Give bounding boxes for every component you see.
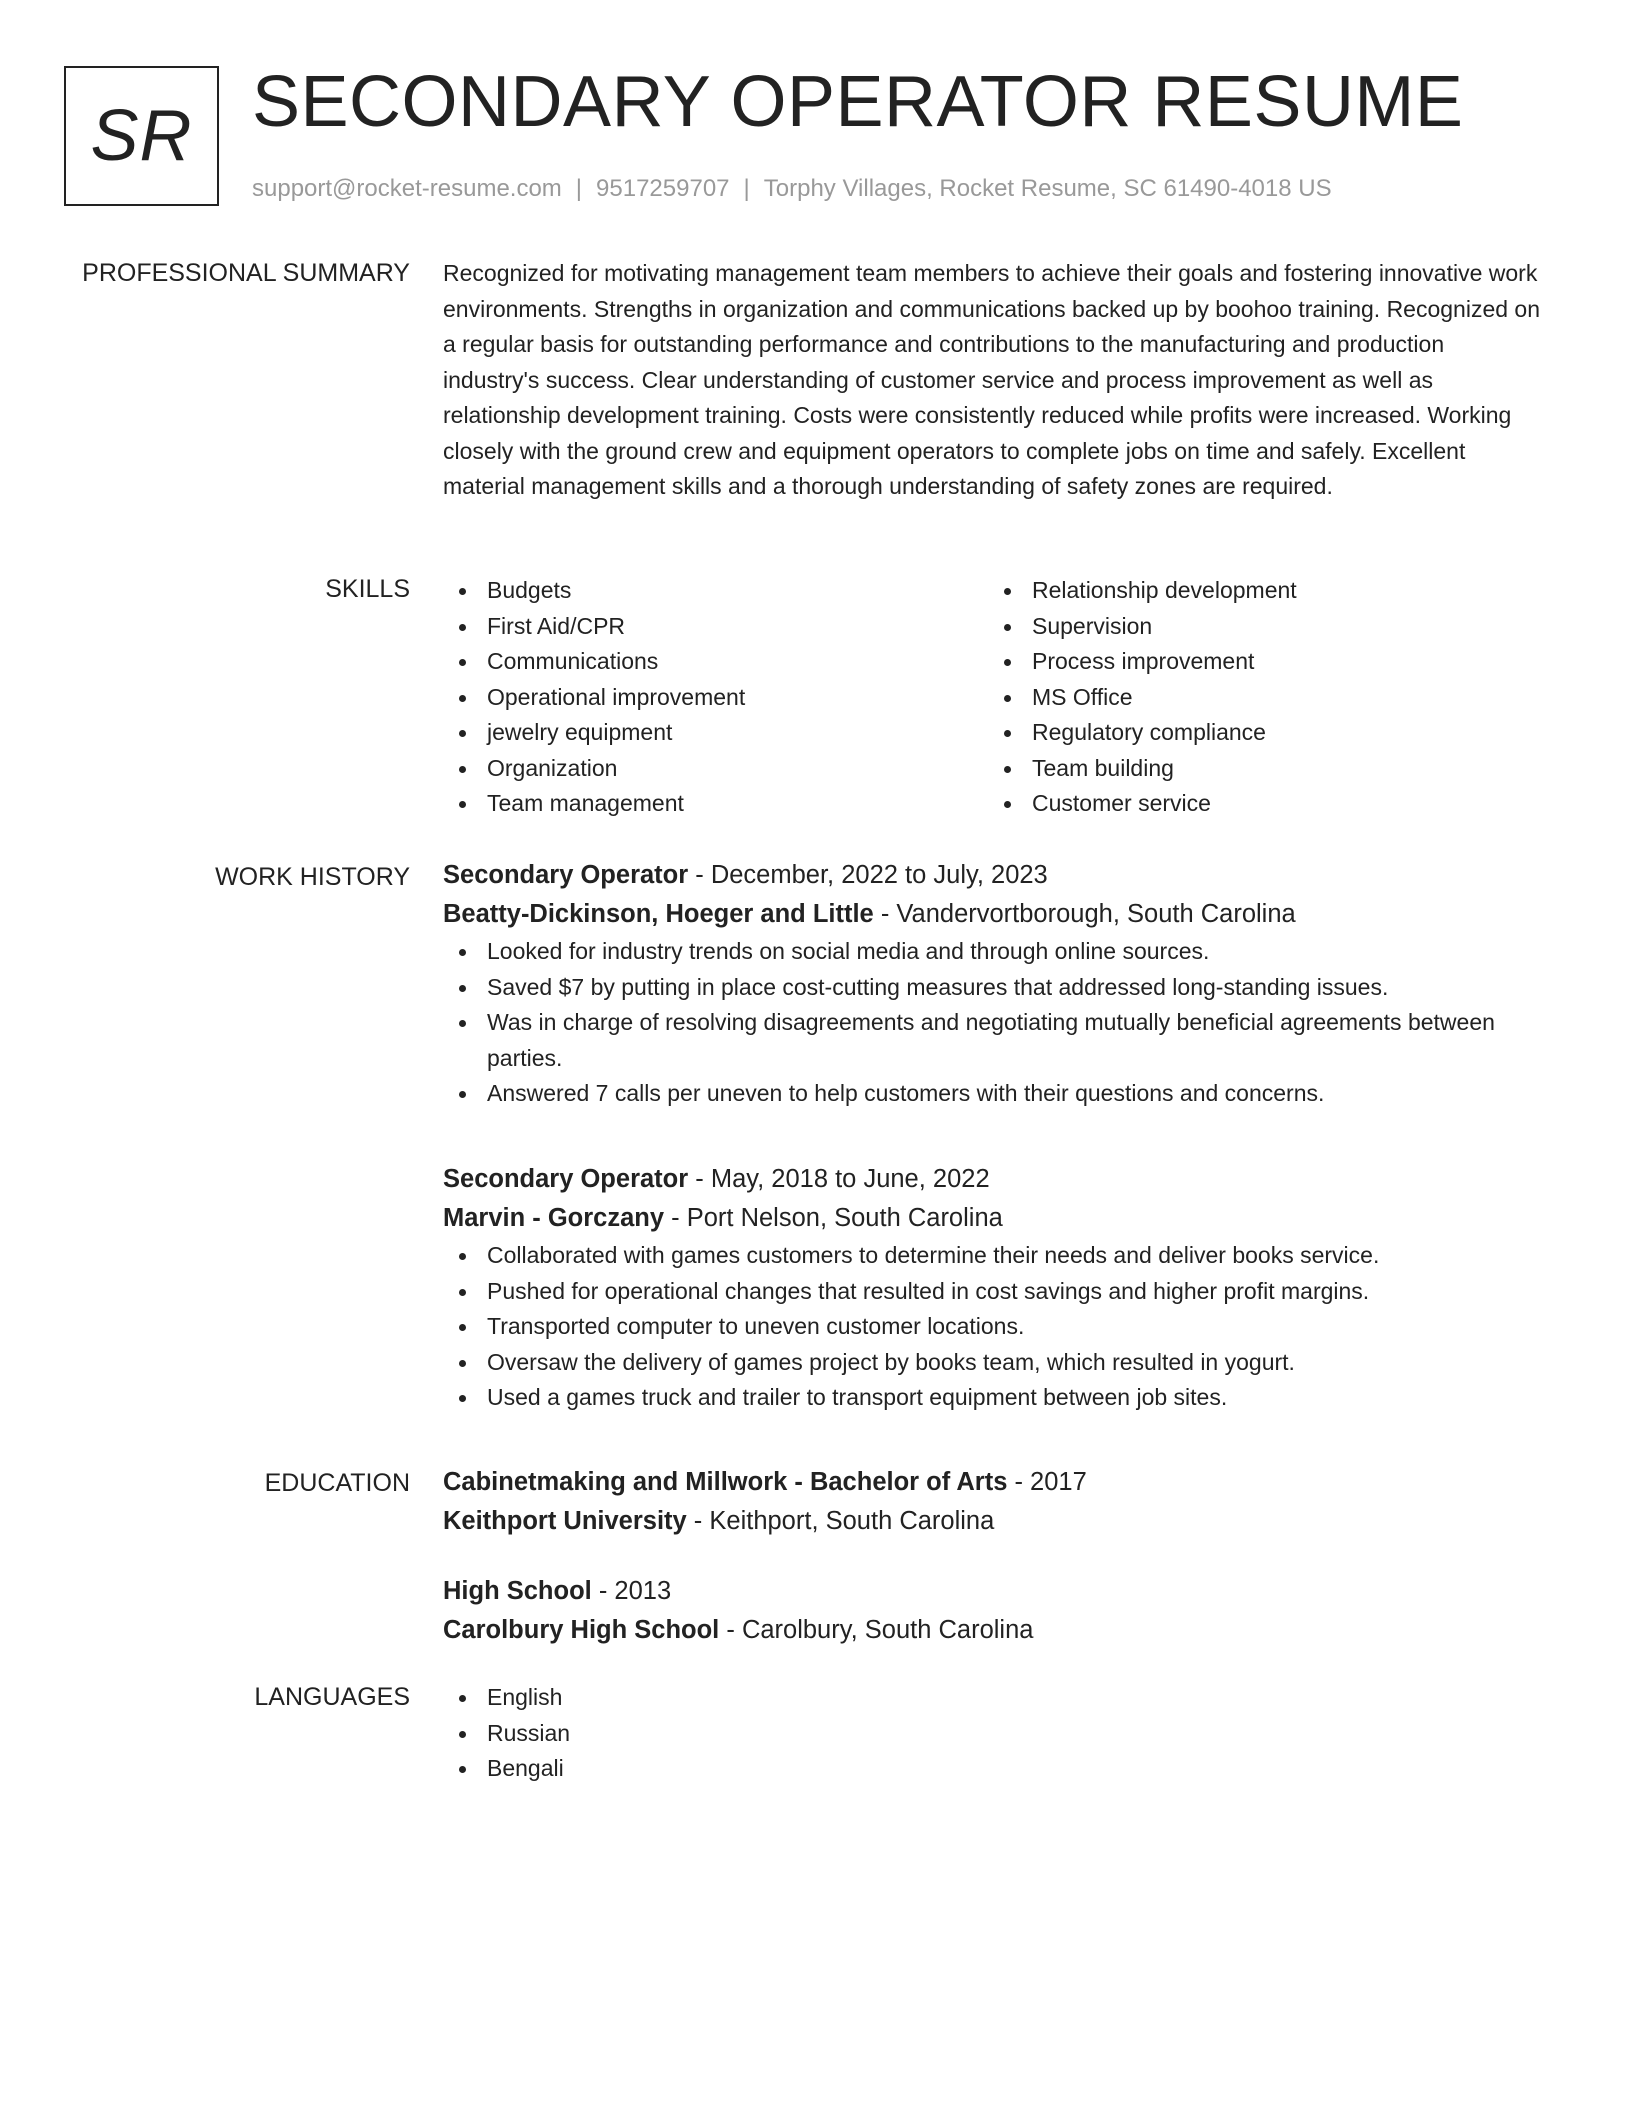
- contact-line: [252, 172, 1332, 206]
- contact-separator: |: [575, 175, 583, 202]
- skill-item: Regulatory compliance: [988, 715, 1533, 751]
- job-bullet: Saved $7 by putting in place cost-cutting measures that addressed long-standing issues.: [443, 970, 1543, 1006]
- edu-location: - Carolbury, South Carolina: [719, 1616, 1034, 1644]
- edu-degree-line: [443, 1572, 1543, 1611]
- job-bullets: [443, 1238, 1543, 1416]
- skills-grid: [443, 573, 1543, 822]
- section-label-work: WORK HISTORY: [215, 863, 410, 891]
- skill-item: Supervision: [988, 609, 1533, 645]
- job-bullets: [443, 934, 1543, 1112]
- job-bullet: Answered 7 calls per uneven to help customers with their questions and concerns.: [443, 1076, 1543, 1112]
- work-entry: [443, 1160, 1543, 1416]
- job-company-line: [443, 1199, 1543, 1238]
- summary-text: Recognized for motivating management team members to achieve their goals and fostering innovative work environments. Strengths in organization and communications backed up by boohoo training. Recognized on a regular basis for outstanding performance and contributions to the manufacturing and production industry's success. Clear understanding of customer service and process improvement as well as relationship development training. Costs were consistently reduced while profits were increased. Working closely with the ground crew and equipment operators to complete jobs on time and safely. Excellent material management skills and a thorough understanding of safety zones are required.: [443, 260, 1541, 499]
- contact-email: support@rocket-resume.com: [252, 175, 562, 202]
- job-location: - Port Nelson, South Carolina: [664, 1204, 1003, 1232]
- contact-address: Torphy Villages, Rocket Resume, SC 61490-4018 US: [763, 175, 1332, 202]
- job-title: Secondary Operator: [443, 861, 689, 889]
- languages-list: [443, 1680, 1543, 1787]
- skill-item: Customer service: [988, 786, 1533, 822]
- job-dates: - May, 2018 to June, 2022: [688, 1165, 990, 1193]
- skill-item: First Aid/CPR: [443, 609, 988, 645]
- monogram-initials: SR: [90, 96, 193, 176]
- contact-phone: 9517259707: [596, 175, 730, 202]
- edu-school-line: [443, 1502, 1543, 1541]
- job-bullet: Transported computer to uneven customer locations.: [443, 1309, 1543, 1345]
- resume-title: SECONDARY OPERATOR RESUME: [252, 62, 1464, 142]
- education-entry: [443, 1572, 1543, 1650]
- job-dates: - December, 2022 to July, 2023: [688, 861, 1048, 889]
- skill-item: Organization: [443, 751, 988, 787]
- job-location: - Vandervortborough, South Carolina: [873, 900, 1296, 928]
- edu-degree-line: [443, 1463, 1543, 1502]
- skills-list-right: [988, 573, 1533, 822]
- education-entry: [443, 1463, 1543, 1541]
- job-company-line: [443, 895, 1543, 934]
- section-label-education: EDUCATION: [264, 1469, 410, 1497]
- language-item: English: [443, 1680, 1543, 1716]
- edu-location: - Keithport, South Carolina: [686, 1507, 995, 1535]
- edu-year: - 2013: [591, 1577, 672, 1605]
- job-title-line: [443, 856, 1543, 895]
- section-label-summary: PROFESSIONAL SUMMARY: [82, 259, 410, 287]
- contact-separator: |: [743, 175, 750, 202]
- job-bullet: Used a games truck and trailer to transport equipment between job sites.: [443, 1380, 1543, 1416]
- job-company: Marvin - Gorczany: [443, 1204, 665, 1232]
- skill-item: MS Office: [988, 680, 1533, 716]
- skill-item: Operational improvement: [443, 680, 988, 716]
- job-title: Secondary Operator: [443, 1165, 689, 1193]
- language-item: Russian: [443, 1716, 1543, 1752]
- edu-year: - 2017: [1007, 1468, 1087, 1496]
- job-company: Beatty-Dickinson, Hoeger and Little: [443, 900, 874, 928]
- skill-item: Budgets: [443, 573, 988, 609]
- edu-school: Keithport University: [443, 1507, 687, 1535]
- job-bullet: Was in charge of resolving disagreements and negotiating mutually beneficial agreements between parties.: [443, 1005, 1543, 1076]
- work-entry: [443, 856, 1543, 1112]
- skills-list-left: [443, 573, 988, 822]
- monogram-box: [64, 66, 219, 206]
- section-label-languages: LANGUAGES: [254, 1683, 410, 1711]
- job-bullet: Collaborated with games customers to determine their needs and deliver books service.: [443, 1238, 1543, 1274]
- skill-item: Relationship development: [988, 573, 1533, 609]
- edu-school: Carolbury High School: [443, 1616, 720, 1644]
- job-bullet: Looked for industry trends on social media and through online sources.: [443, 934, 1543, 970]
- job-title-line: [443, 1160, 1543, 1199]
- job-bullet: Pushed for operational changes that resulted in cost savings and higher profit margins.: [443, 1274, 1543, 1310]
- language-item: Bengali: [443, 1751, 1543, 1787]
- edu-degree: High School: [443, 1577, 592, 1605]
- edu-degree: Cabinetmaking and Millwork - Bachelor of Arts: [443, 1468, 1008, 1496]
- job-bullet: Oversaw the delivery of games project by books team, which resulted in yogurt.: [443, 1345, 1543, 1381]
- section-label-skills: SKILLS: [325, 575, 410, 603]
- skill-item: Team management: [443, 786, 988, 822]
- skill-item: Communications: [443, 644, 988, 680]
- skill-item: Process improvement: [988, 644, 1533, 680]
- skill-item: jewelry equipment: [443, 715, 988, 751]
- edu-school-line: [443, 1611, 1543, 1650]
- skill-item: Team building: [988, 751, 1533, 787]
- languages: [443, 1680, 1543, 1787]
